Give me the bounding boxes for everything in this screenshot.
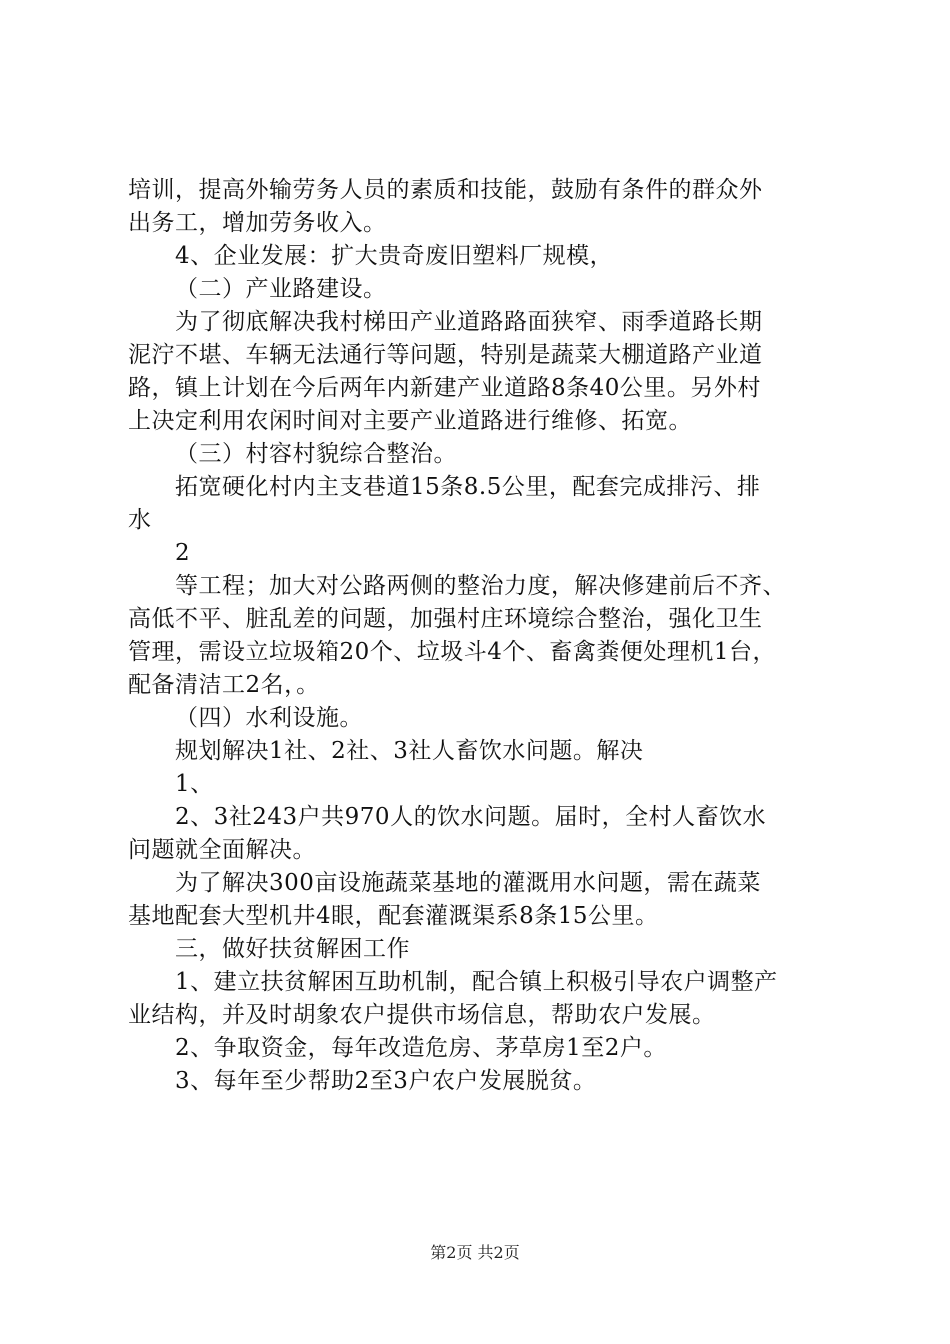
text-line: 培训，提高外输劳务人员的素质和技能，鼓励有条件的群众外 — [128, 177, 763, 203]
text-line: 三，做好扶贫解困工作 — [175, 936, 410, 962]
page-footer — [0, 1243, 950, 1263]
text-line: 出务工，增加劳务收入。 — [128, 210, 387, 236]
text-line: 2 — [175, 540, 191, 566]
text-line: 3、每年至少帮助2至3户农户发展脱贫。 — [175, 1068, 597, 1094]
text-line: 规划解决1社、2社、3社人畜饮水问题。解决 — [175, 738, 644, 764]
text-line: 水 — [128, 507, 152, 533]
text-line: 基地配套大型机井4眼，配套灌溉渠系8条15公里。 — [128, 903, 659, 929]
text-line: 等工程；加大对公路两侧的整治力度，解决修建前后不齐、 — [175, 573, 786, 599]
text-line: 4、企业发展：扩大贵奇废旧塑料厂规模， — [175, 243, 614, 269]
text-line: 为了彻底解决我村梯田产业道路路面狭窄、雨季道路长期 — [175, 309, 763, 335]
text-line: 配备清洁工2名，。 — [128, 672, 320, 698]
text-line: 上决定利用农闲时间对主要产业道路进行维修、拓宽。 — [128, 408, 692, 434]
text-line: 为了解决300亩设施蔬菜基地的灌溉用水问题，需在蔬菜 — [175, 870, 761, 896]
text-line: 路，镇上计划在今后两年内新建产业道路8条40公里。另外村 — [128, 375, 761, 401]
text-line: 2、3社243户共970人的饮水问题。届时，全村人畜饮水 — [175, 804, 767, 830]
text-line: 问题就全面解决。 — [128, 837, 316, 863]
text-line: （四）水利设施。 — [175, 705, 363, 731]
text-line: 拓宽硬化村内主支巷道15条8.5公里，配套完成排污、排 — [175, 474, 761, 500]
text-line: （三）村容村貌综合整治。 — [175, 441, 457, 467]
text-line: 管理，需设立垃圾箱20个、垃圾斗4个、畜禽粪便处理机1台， — [128, 639, 777, 665]
text-line: 高低不平、脏乱差的问题，加强村庄环境综合整治，强化卫生 — [128, 606, 763, 632]
page-number-label: 第2页 共2页 — [430, 1243, 520, 1262]
text-line: （二）产业路建设。 — [175, 276, 387, 302]
text-line: 1、建立扶贫解困互助机制，配合镇上积极引导农户调整产 — [175, 969, 778, 995]
text-line: 泥泞不堪、车辆无法通行等问题，特别是蔬菜大棚道路产业道 — [128, 342, 763, 368]
text-line: 业结构，并及时胡象农户提供市场信息，帮助农户发展。 — [128, 1002, 716, 1028]
document-body — [128, 174, 828, 1098]
text-line: 1、 — [175, 771, 214, 797]
text-line: 2、争取资金，每年改造危房、茅草房1至2户。 — [175, 1035, 667, 1061]
